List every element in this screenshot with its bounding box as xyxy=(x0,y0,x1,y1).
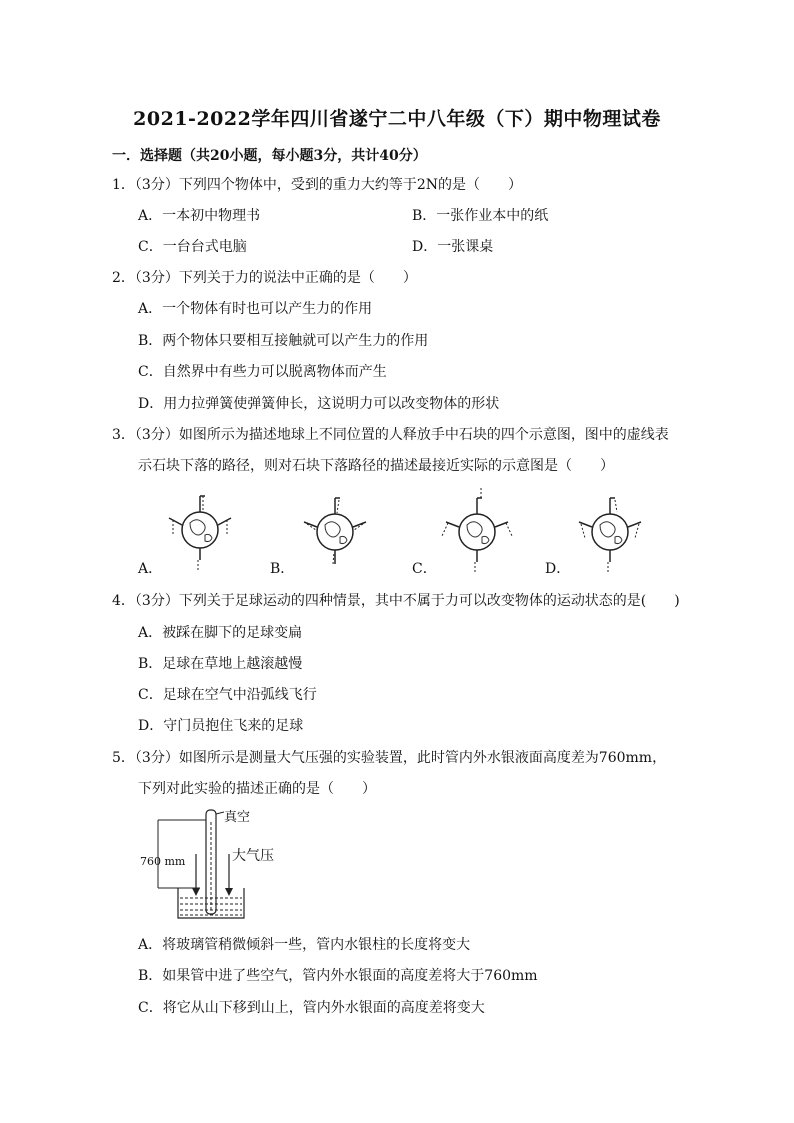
earth-diagram-b xyxy=(300,492,370,572)
question-3-stem-line1: 3．（3分）如图所示为描述地球上不同位置的人释放手中石块的四个示意图，图中的虚线表 xyxy=(112,427,669,443)
question-2-option-c: C．自然界中有些力可以脱离物体而产生 xyxy=(138,364,387,380)
question-5-option-a: A．将玻璃管稍微倾斜一些，管内水银柱的长度将变大 xyxy=(138,937,471,953)
vacuum-label: 真空 xyxy=(224,810,251,825)
question-4-stem: 4．（3分）下列关于足球运动的四种情景，其中不属于力可以改变物体的运动状态的是( ) xyxy=(112,593,680,609)
question-4-option-d: D．守门员抱住飞来的足球 xyxy=(138,718,304,734)
pressure-label: 大气压 xyxy=(232,848,274,864)
figure-label-b: B． xyxy=(270,561,295,577)
question-1-option-b: B．一张作业本中的纸 xyxy=(412,208,549,224)
question-5-stem-line1: 5．（3分）如图所示是测量大气压强的实验装置，此时管内外水银液面高度差为760mm， xyxy=(112,750,667,766)
question-1-option-c: C．一台台式电脑 xyxy=(138,239,247,255)
torricelli-apparatus-diagram xyxy=(140,808,270,928)
height-label: 760 mm xyxy=(140,855,186,868)
question-2-option-d: D．用力拉弹簧使弹簧伸长，这说明力可以改变物体的形状 xyxy=(138,396,500,412)
earth-diagram-c xyxy=(442,492,512,572)
question-5-option-b: B．如果管中进了些空气，管内外水银面的高度差将大于760mm xyxy=(138,968,538,984)
question-2-option-b: B．两个物体只要相互接触就可以产生力的作用 xyxy=(138,333,429,349)
earth-diagram-d xyxy=(575,492,645,572)
earth-diagram-a xyxy=(165,490,235,570)
section-heading: 一．选择题（共20小题，每小题3分，共计40分） xyxy=(112,148,427,164)
question-5-stem-line2: 下列对此实验的描述正确的是（ ） xyxy=(138,781,376,797)
question-4-option-a: A．被踩在脚下的足球变扁 xyxy=(138,625,303,641)
question-2-option-a: A．一个物体有时也可以产生力的作用 xyxy=(138,301,373,317)
figure-label-c: C． xyxy=(412,561,437,577)
figure-label-a: A． xyxy=(138,561,163,577)
question-1-option-a: A．一本初中物理书 xyxy=(138,208,261,224)
question-1-option-d: D．一张课桌 xyxy=(412,239,494,255)
question-5-option-c: C．将它从山下移到山上，管内外水银面的高度差将变大 xyxy=(138,1000,485,1016)
question-2-stem: 2．（3分）下列关于力的说法中正确的是（ ） xyxy=(112,270,417,286)
page-title: 2021-2022学年四川省遂宁二中八年级（下）期中物理试卷 xyxy=(133,108,661,130)
question-4-option-b: B．足球在草地上越滚越慢 xyxy=(138,656,303,672)
question-3-stem-line2: 示石块下落的路径，则对石块下落路径的描述最接近实际的示意图是（ ） xyxy=(138,458,614,474)
question-4-option-c: C．足球在空气中沿弧线飞行 xyxy=(138,687,317,703)
figure-label-d: D． xyxy=(545,561,571,577)
question-1-stem: 1．（3分）下列四个物体中，受到的重力大约等于2N的是（ ） xyxy=(112,177,522,193)
